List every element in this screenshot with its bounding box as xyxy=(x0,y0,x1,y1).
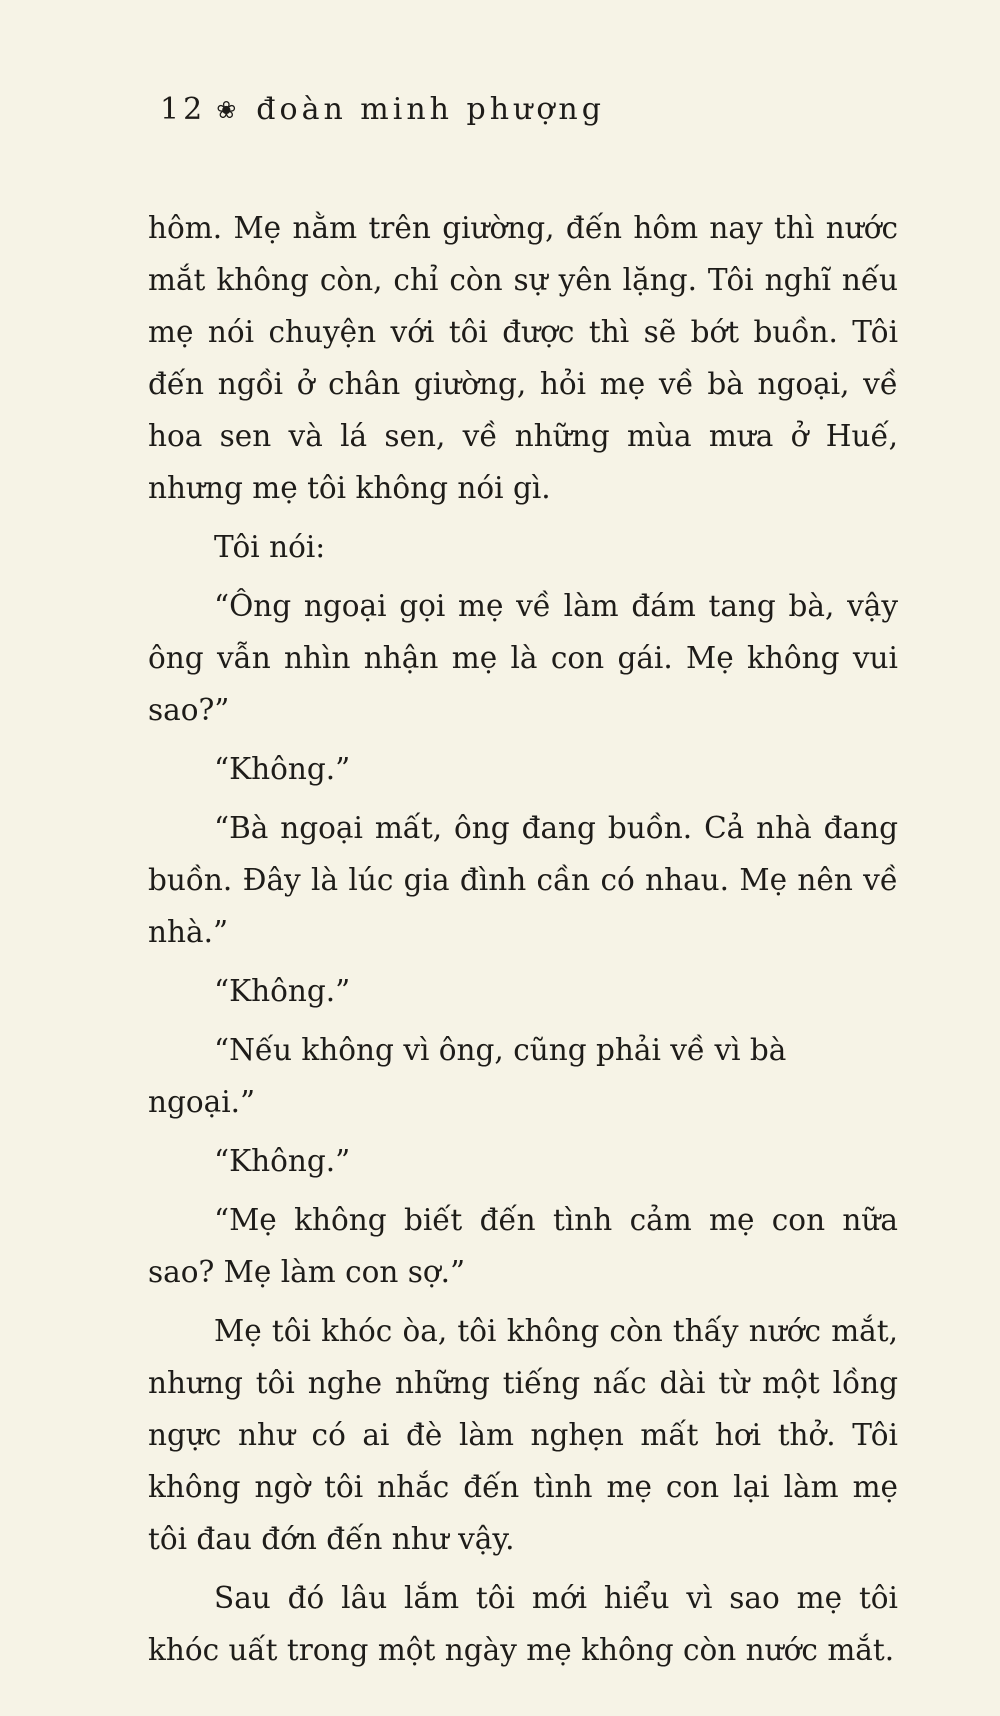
paragraph: “Không.” xyxy=(214,974,351,1008)
flower-ornament-icon: ❀ xyxy=(216,95,241,124)
paragraph: “Không.” xyxy=(214,1144,351,1178)
paragraph: Mẹ tôi khóc òa, tôi không còn thấy nước mắt, nhưng tôi nghe những tiếng nấc dài từ một lồng ngực như có ai đè làm nghẹn mất hơi thở. Tôi không ngờ tôi nhắc đến tình mẹ con lại làm mẹ tôi đau đớn đến như vậy. xyxy=(148,1314,898,1556)
paragraph: Sau đó lâu lắm tôi mới hiểu vì sao mẹ tôi khóc uất trong một ngày mẹ không còn nước mắt. xyxy=(148,1581,898,1667)
page-number: 12 xyxy=(160,92,207,127)
paragraph: hôm. Mẹ nằm trên giường, đến hôm nay thì nước mắt không còn, chỉ còn sự yên lặng. Tôi nghĩ nếu mẹ nói chuyện với tôi được thì sẽ bớt buồn. Tôi đến ngồi ở chân giường, hỏi mẹ về bà ngoại, về hoa sen và lá sen, về những mùa mưa ở Huế, nhưng mẹ tôi không nói gì. xyxy=(148,211,898,505)
paragraph: “Ông ngoại gọi mẹ về làm đám tang bà, vậy ông vẫn nhìn nhận mẹ là con gái. Mẹ không vui sao?” xyxy=(148,589,898,727)
paragraph: “Bà ngoại mất, ông đang buồn. Cả nhà đang buồn. Đây là lúc gia đình cần có nhau. Mẹ nên về nhà.” xyxy=(148,811,898,949)
paragraph: “Không.” xyxy=(214,752,351,786)
running-header xyxy=(160,92,605,127)
paragraph: “Mẹ không biết đến tình cảm mẹ con nữa sao? Mẹ làm con sợ.” xyxy=(148,1203,898,1289)
body-text xyxy=(148,202,898,1683)
paragraph: Tôi nói: xyxy=(214,530,326,564)
paragraph: “Nếu không vì ông, cũng phải về vì bà ngoại.” xyxy=(148,1033,787,1119)
author-name: đoàn minh phượng xyxy=(256,92,605,127)
